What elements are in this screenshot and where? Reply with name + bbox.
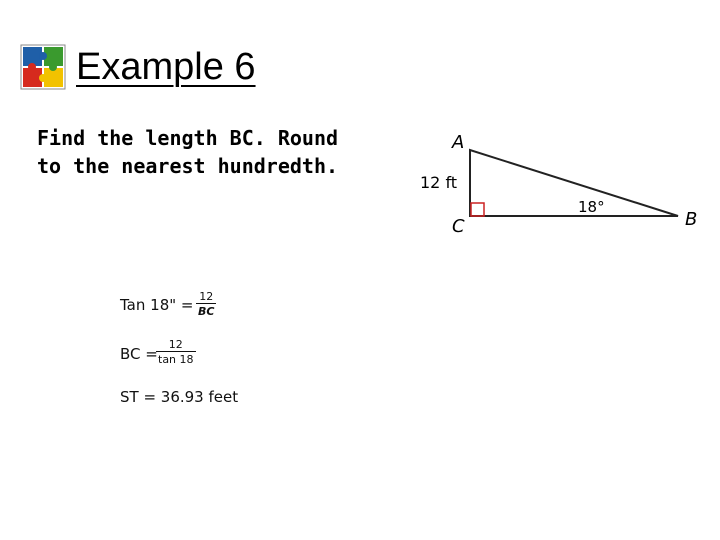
side-ac-label: 12 ft — [420, 173, 458, 192]
triangle-shape — [470, 150, 678, 216]
step-1-denominator: BC — [198, 305, 215, 318]
angle-b-label: 18° — [578, 198, 605, 216]
right-triangle-figure — [410, 120, 710, 240]
step-1-left: Tan 18" = — [120, 296, 194, 314]
vertex-a-label: A — [452, 132, 465, 153]
right-angle-marker — [471, 203, 484, 216]
problem-prompt — [37, 124, 407, 180]
step-2-numerator: 12 — [168, 338, 183, 351]
step-2-fraction — [156, 338, 196, 366]
step-2-left: BC = — [120, 345, 158, 363]
step-1-numerator: 12 — [199, 290, 214, 303]
prompt-line-1: Find the length BC. Round — [37, 126, 339, 150]
step-3-result: ST = 36.93 feet — [120, 388, 239, 406]
prompt-line-2: to the nearest hundredth. — [37, 154, 339, 178]
slide-title: Example 6 — [76, 46, 256, 88]
vertex-b-label: B — [685, 209, 698, 230]
step-2-denominator: tan 18 — [158, 353, 194, 366]
puzzle-logo-icon — [20, 44, 66, 90]
step-1-fraction — [196, 290, 216, 318]
vertex-c-label: C — [452, 216, 465, 237]
